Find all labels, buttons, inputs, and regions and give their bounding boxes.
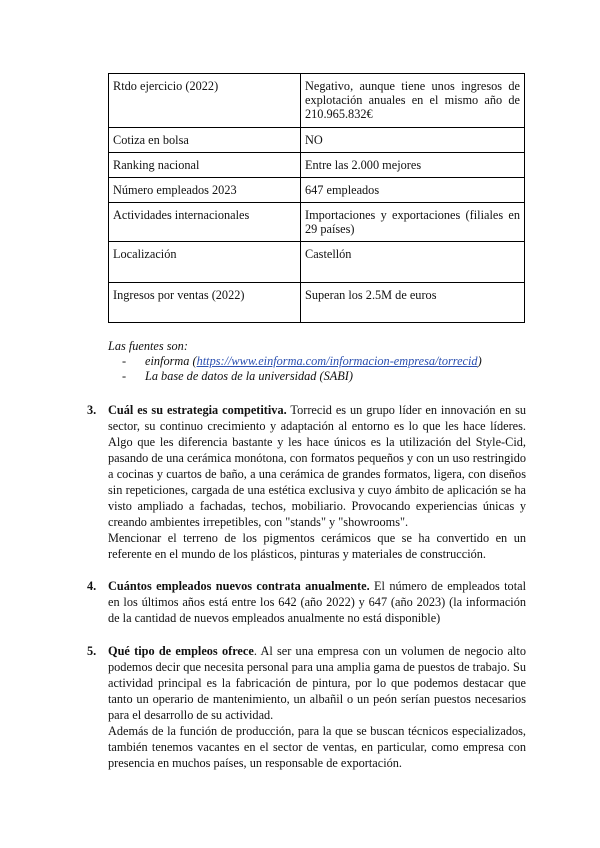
table-cell-value: Negativo, aunque tiene unos ingresos de explotación anuales en el mismo año de 210.965.832€ — [301, 74, 525, 128]
source-name: einforma — [145, 354, 193, 368]
answer-text: Mencionar el terreno de los pigmentos cerámicos que se ha convertido en un referente en el mundo de los plásticos, pinturas y materiales de construcción. — [108, 531, 526, 561]
table-cell-label: Localización — [109, 242, 301, 283]
list-dash: - — [122, 369, 127, 383]
table-cell-value: 647 empleados — [301, 178, 525, 203]
answer-text: Torrecid es un grupo líder en innovación en su sector, su continuo crecimiento y adaptación al entorno es lo que les hace líderes. Algo que les diferencia bastante y les hace únicos es la utilización del Style-Cid, pasando de una cerámica monótona, con formatos pequeños y con un uso restringido a cocinas y cuartos de baño, a una cerámica de grandes formatos, ligera, con diseños sin repeticiones, cargada de una estética exclusiva y cuyo ámbito de aplicación se ha visto ampliado a fachadas, techos, mobiliario. Provocando experiencias únicas y creando ambientes irrepetibles, con "stands" y "showrooms". — [108, 403, 526, 529]
table-cell-value: Importaciones y exportaciones (filiales en 29 países) — [301, 203, 525, 242]
table-cell-value: Superan los 2.5M de euros — [301, 283, 525, 323]
answer-text: El número de empleados total en los últimos años está entre los 642 (año 2022) y 647 (año 2023) (la información de la cantidad de nuevos empleados anualmente no está disponible) — [108, 579, 526, 625]
table-row — [109, 283, 525, 323]
table-cell-label: Ranking nacional — [109, 153, 301, 178]
item-number: 3. — [87, 403, 97, 417]
table-cell-label: Cotiza en bolsa — [109, 128, 301, 153]
table-cell-label: Rtdo ejercicio (2022) — [109, 74, 301, 128]
table-cell-label: Número empleados 2023 — [109, 178, 301, 203]
source-name: La base de datos de la universidad (SABI) — [145, 369, 353, 383]
table-row — [109, 128, 525, 153]
table-row — [109, 178, 525, 203]
table-cell-label: Ingresos por ventas (2022) — [109, 283, 301, 323]
list-dash: - — [122, 354, 127, 368]
question-item-3 — [87, 402, 526, 562]
question-title: Cuál es su estrategia competitiva. — [108, 403, 287, 417]
question-title: Cuántos empleados nuevos contrata anualmente. — [108, 579, 370, 593]
question-item-5 — [87, 643, 526, 771]
table-row — [109, 153, 525, 178]
table-cell-value: Castellón — [301, 242, 525, 283]
source-item — [122, 369, 482, 384]
table-cell-value: NO — [301, 128, 525, 153]
item-number: 5. — [87, 644, 97, 658]
source-link[interactable]: https://www.einforma.com/informacion-empresa/torrecid — [196, 354, 478, 368]
item-number: 4. — [87, 579, 97, 593]
table-cell-value: Entre las 2.000 mejores — [301, 153, 525, 178]
company-info-table — [108, 73, 525, 323]
sources-title: Las fuentes son: — [108, 339, 188, 353]
question-title: Qué tipo de empleos ofrece — [108, 644, 254, 658]
table-cell-label: Actividades internacionales — [109, 203, 301, 242]
source-item: - einforma (https://www.einforma.com/informacion-empresa/torrecid) — [122, 354, 482, 368]
table-row — [109, 242, 525, 283]
answer-text: . Al ser una empresa con un volumen de negocio alto podemos decir que necesita personal para una amplia gama de puestos de trabajo. Su actividad principal es la fabricación de pintura, por lo que podemos destacar que tanto un operario de mantenimiento, un albañil o un peón serían puestos necesarios para el desarrollo de su actividad. — [108, 644, 526, 722]
sources-block — [108, 339, 482, 384]
answer-text: Además de la función de producción, para la que se buscan técnicos especializados, también tenemos vacantes en el sector de ventas, en particular, como empresa con presencia en muchos países, un responsable de exportación. — [108, 724, 526, 770]
table-row — [109, 203, 525, 242]
question-item-4 — [87, 578, 526, 626]
table-row — [109, 74, 525, 128]
